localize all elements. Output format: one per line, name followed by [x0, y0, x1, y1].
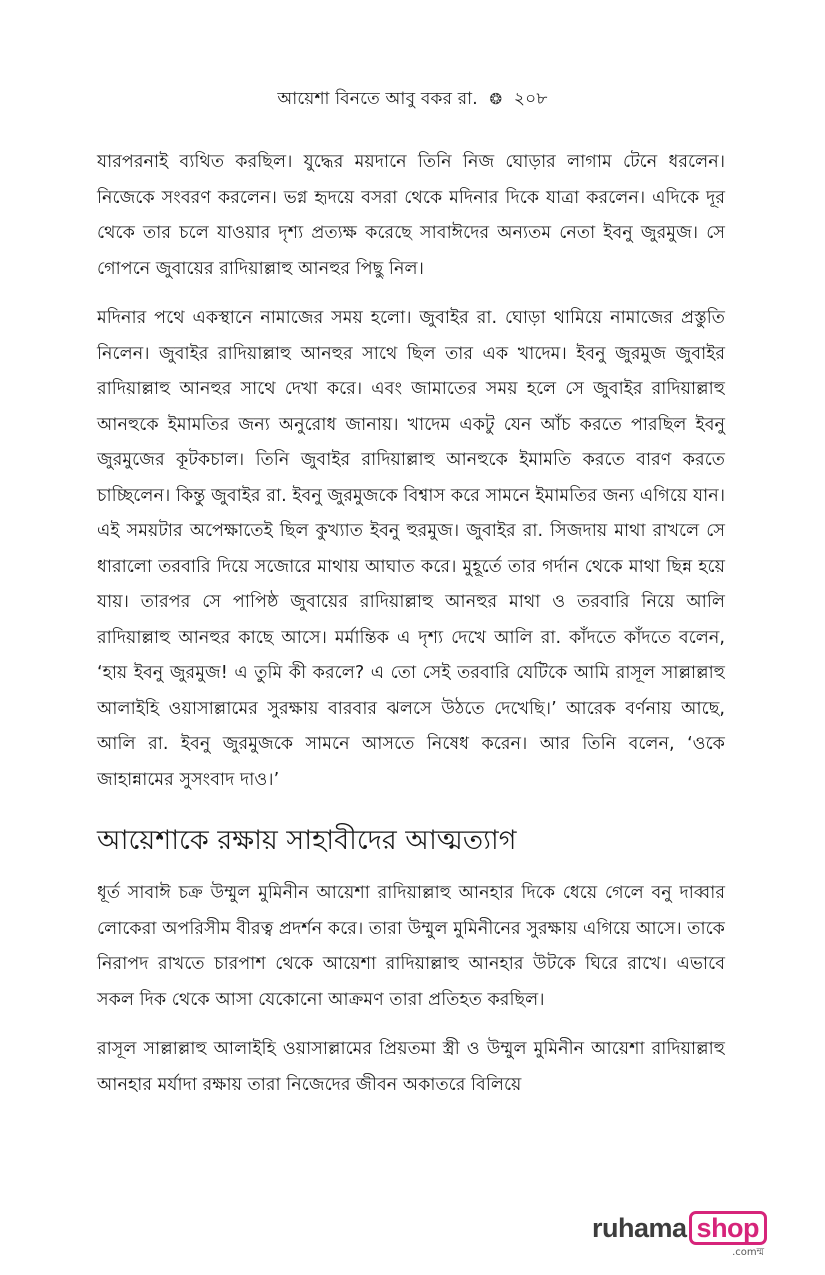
- body-paragraph: যারপরনাই ব্যথিত করছিল। যুদ্ধের ময়দানে তিনি নিজ ঘোড়ার লাগাম টেনে ধরলেন। নিজেকে সংবরণ করলেন। ভগ্ন হৃদয়ে বসরা থেকে মদিনার দিকে যাত্রা করলেন। এদিকে দূর থেকে তার চলে যাওয়ার দৃশ্য প্রত্যক্ষ করেছে সাবাঈদের অন্যতম নেতা ইবনু জুরমুজ। সে গোপনে জুবায়ের রাদিয়াল্লাহু আনহুর পিছু নিল।: [97, 152, 725, 279]
- book-title: আয়েশা বিনতে আবু বকর রা.: [277, 89, 478, 109]
- body-paragraph: ধূর্ত সাবাঈ চক্র উম্মুল মুমিনীন আয়েশা রাদিয়াল্লাহু আনহার দিকে ধেয়ে গেলে বনু দাব্বার লোকেরা অপরিসীম বীরত্ব প্রদর্শন করে। তারা উম্মুল মুমিনীনের সুরক্ষায় এগিয়ে আসে। তাকে নিরাপদ রাখতে চারপাশ থেকে আয়েশা রাদিয়াল্লাহু আনহার উটকে ঘিরে রাখে। এভাবে সকল দিক থেকে আসা যেকোনো আক্রমণ তারা প্রতিহত করছিল।: [97, 883, 725, 1010]
- page-number: ২০৮: [513, 89, 548, 109]
- logo-shop-badge: [689, 1211, 768, 1258]
- running-header: [0, 86, 825, 114]
- sun-ornament-icon: ❂: [489, 90, 503, 108]
- ruhamashop-logo: [592, 1210, 767, 1258]
- logo-domain: .comম্ম: [732, 1247, 765, 1258]
- page-body: [97, 145, 725, 1117]
- logo-text-shop: shop: [696, 1213, 760, 1243]
- body-paragraph: মদিনার পথে একস্থানে নামাজের সময় হলো। জুবাইর রা. ঘোড়া থামিয়ে নামাজের প্রস্তুতি নিলেন। জুবাইর রাদিয়াল্লাহু আনহুর সাথে ছিল তার এক খাদেম। ইবনু জুরমুজ জুবাইর রাদিয়াল্লাহু আনহুর সাথে দেখা করে। এবং জামাতের সময় হলে সে জুবাইর রাদিয়াল্লাহু আনহুকে ইমামতির জন্য অনুরোধ জানায়। খাদেম একটু যেন আঁচ করতে পারছিল ইবনু জুরমুজের কূটকচাল। তিনি জুবাইর রাদিয়াল্লাহু আনহুকে ইমামতি করতে বারণ করতে চাচ্ছিলেন। কিন্তু জুবাইর রা. ইবনু জুরমুজকে বিশ্বাস করে সামনে ইমামতির জন্য এগিয়ে যান। এই সময়টার অপেক্ষাতেই ছিল কুখ্যাত ইবনু হুরমুজ। জুবাইর রা. সিজদায় মাথা রাখলে সে ধারালো তরবারি দিয়ে সজোরে মাথায় আঘাত করে। মুহূর্তে তার গর্দান থেকে মাথা ছিন্ন হয়ে যায়। তারপর সে পাপিষ্ঠ জুবায়ের রাদিয়াল্লাহু আনহুর মাথা ও তরবারি নিয়ে আলি রাদিয়াল্লাহু আনহুর কাছে আসে। মর্মান্তিক এ দৃশ্য দেখে আলি রা. কাঁদতে কাঁদতে বলেন, ‘হায় ইবনু জুরমুজ! এ তুমি কী করলে? এ তো সেই তরবারি যেটিকে আমি রাসূল সাল্লাল্লাহু আলাইহি ওয়াসাল্লামের সুরক্ষায় বারবার ঝলসে উঠতে দেখেছি।’ আরেক বর্ণনায় আছে, আলি রা. ইবনু জুরমুজকে সামনে আসতে নিষেধ করেন। আর তিনি বলেন, ‘ওকে জাহান্নামের সুসংবাদ দাও।’: [97, 308, 725, 790]
- section-heading: আয়েশাকে রক্ষায় সাহাবীদের আত্মত্যাগ: [97, 825, 517, 856]
- logo-text-ruhama: ruhama: [592, 1213, 687, 1243]
- body-paragraph: রাসূল সাল্লাল্লাহু আলাইহি ওয়াসাল্লামের প্রিয়তমা স্ত্রী ও উম্মুল মুমিনীন আয়েশা রাদিয়াল্লাহু আনহার মর্যাদা রক্ষায় তারা নিজেদের জীবন অকাতরে বিলিয়ে: [97, 1039, 725, 1095]
